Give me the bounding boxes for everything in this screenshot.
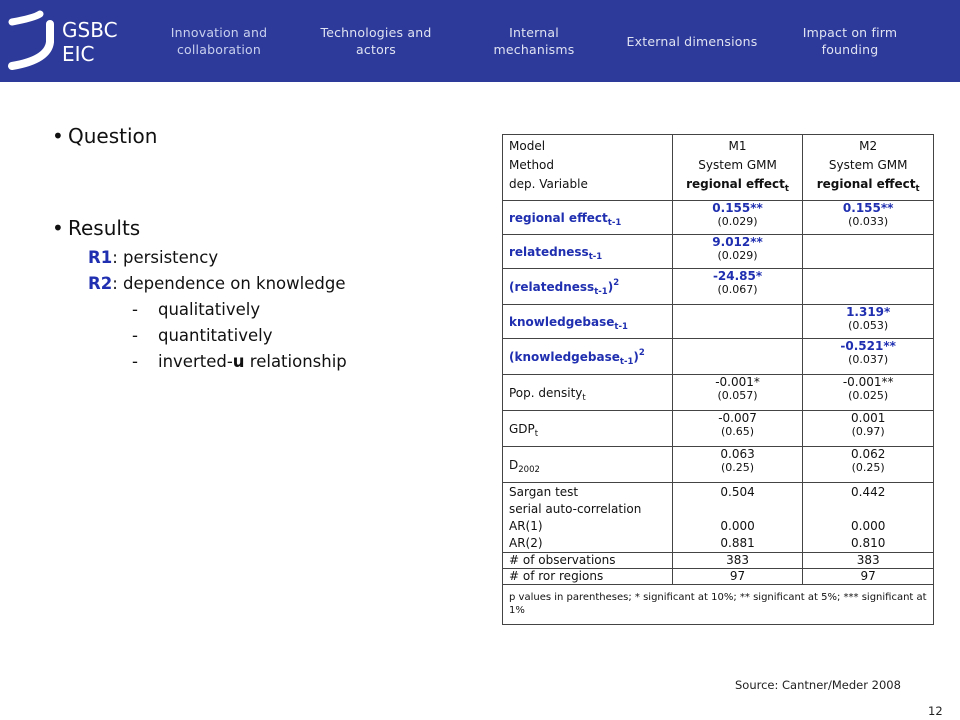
label-dep-variable: dep. Variable (509, 177, 588, 191)
m1-cell: 97 (672, 569, 803, 585)
table-row-ror-regions (503, 569, 934, 585)
dash-text-bold: u (232, 352, 245, 371)
logo-text-gsbc: GSBC (62, 18, 118, 42)
dash-text: quantitatively (158, 326, 273, 345)
table-row-knowledgebase (503, 305, 934, 339)
table-header-row (503, 135, 934, 201)
m2-cell: 97 (803, 569, 934, 585)
row-label: (relatedness$_{t-1}$)$^2$ (503, 269, 673, 305)
m1-cell (672, 305, 803, 339)
m2-cell: -0.521** (0.037) (803, 339, 934, 375)
m2-cell: -0.001** (0.025) (803, 375, 934, 411)
m2-dep-variable: regional effect$_t$ (816, 177, 920, 194)
logo-text-eic: EIC (62, 42, 95, 66)
result-r1 (88, 248, 218, 267)
table-row-knowledgebase-squared (503, 339, 934, 375)
m1-cell (672, 339, 803, 375)
row-label: knowledgebase$_{t-1}$ (503, 305, 673, 339)
m1-cell: -24.85* (0.067) (672, 269, 803, 305)
header-labels-cell (503, 135, 673, 201)
table-row-tests (503, 483, 934, 553)
m2-cell (803, 269, 934, 305)
tests-labels-cell: Sargan test serial auto-correlation AR(1) AR(2) (503, 483, 673, 553)
r1-text: : persistency (112, 248, 219, 267)
table-row-regional-effect (503, 201, 934, 235)
tab-technologies-and-actors[interactable]: Technologies and actors (320, 25, 432, 57)
tab-internal-mechanisms[interactable]: Internal mechanisms (493, 25, 575, 57)
source-citation: Source: Cantner/Meder 2008 (735, 678, 901, 692)
label-model: Model (509, 139, 546, 153)
m2-tests-cell: 0.442 0.000 0.810 (803, 483, 934, 553)
dash-item-qualitatively: - qualitatively (132, 300, 261, 319)
m1-method: System GMM (698, 158, 777, 172)
bullet-results-text: Results (68, 216, 141, 240)
table-row-observations (503, 553, 934, 569)
row-label: $D_{2002}$ (503, 447, 673, 483)
result-r2 (88, 274, 345, 293)
dash-item-inverted-u: - inverted-u relationship (132, 352, 347, 371)
label-method: Method (509, 158, 555, 172)
m1-model: M1 (728, 139, 747, 153)
tab-innovation-and-collaboration[interactable]: Innovation and collaboration (170, 25, 268, 57)
bullet-question-text: Question (68, 124, 158, 148)
m1-tests-cell: 0.504 0.000 0.881 (672, 483, 803, 553)
m2-model: M2 (859, 139, 878, 153)
regression-table (502, 134, 934, 625)
row-label: # of observations (503, 553, 673, 569)
row-label: regional effect$_{t-1}$ (503, 201, 673, 235)
gsbc-eic-logo (6, 10, 126, 76)
bullet-question: • Question (52, 124, 158, 148)
r1-key: R1 (88, 248, 113, 267)
m2-cell: 0.062 (0.25) (803, 447, 934, 483)
m1-header-cell (672, 135, 803, 201)
m1-cell: 383 (672, 553, 803, 569)
m1-cell: 0.063 (0.25) (672, 447, 803, 483)
m2-method: System GMM (828, 158, 908, 172)
m2-cell: 1.319* (0.053) (803, 305, 934, 339)
bullet-results: • Results (52, 216, 141, 240)
m1-cell: 0.155** (0.029) (672, 201, 803, 235)
dash-item-quantitatively: - quantitatively (132, 326, 273, 345)
table-row-d2002 (503, 447, 934, 483)
dash-text: inverted- (158, 352, 233, 371)
m1-cell: -0.007 (0.65) (672, 411, 803, 447)
row-label: Pop. density$_t$ (503, 375, 673, 411)
row-label: (knowledgebase$_{t-1}$)$^2$ (503, 339, 673, 375)
m2-cell: 383 (803, 553, 934, 569)
table-row-relatedness-squared (503, 269, 934, 305)
table-row-note (503, 585, 934, 625)
dash-text: qualitatively (158, 300, 261, 319)
row-label: relatedness$_{t-1}$ (503, 235, 673, 269)
m2-cell (803, 235, 934, 269)
m2-header-cell (803, 135, 934, 201)
row-label: $GDP_t$ (503, 411, 673, 447)
table-row-relatedness (503, 235, 934, 269)
header-bar (0, 0, 960, 82)
m2-cell: 0.155** (0.033) (803, 201, 934, 235)
tab-impact-on-firm-founding[interactable]: Impact on firm founding (802, 25, 898, 57)
dash-text-tail: relationship (244, 352, 347, 371)
table-row-gdp (503, 411, 934, 447)
tab-external-dimensions[interactable]: External dimensions (626, 33, 758, 49)
r2-key: R2 (88, 274, 113, 293)
m1-cell: 9.012** (0.029) (672, 235, 803, 269)
r2-text: : dependence on knowledge (112, 274, 346, 293)
m1-cell: -0.001* (0.057) (672, 375, 803, 411)
m1-dep-variable: regional effect$_t$ (686, 177, 789, 194)
row-label: # of ror regions (503, 569, 673, 585)
m2-cell: 0.001 (0.97) (803, 411, 934, 447)
page-number: 12 (928, 704, 943, 718)
logo-swoosh-icon (6, 10, 58, 70)
table-row-pop-density (503, 375, 934, 411)
table-note: p values in parentheses; * significant at 10%; ** significant at 5%; *** significant at 1% (503, 585, 934, 625)
